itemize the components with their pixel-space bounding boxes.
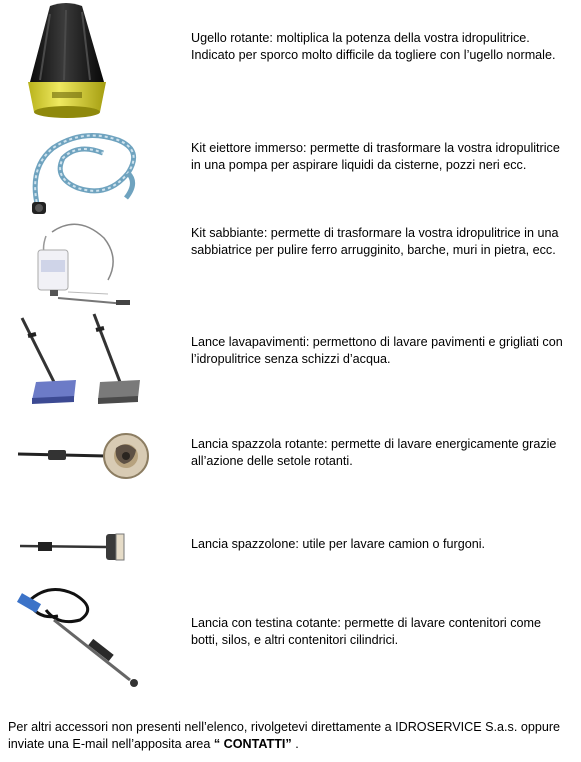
accessory-description: Kit sabbiante: permette di trasformare la vostra idropulitrice in una sabbiatrice per pulire ferro arrugginito, barche, muri in pietra, ecc. bbox=[191, 226, 559, 257]
immersion-ejector-kit-icon bbox=[8, 128, 158, 218]
accessory-description: Ugello rotante: moltiplica la potenza della vostra idropulitrice. Indicato per sporco molto difficile da togliere con l’ugello normale. bbox=[191, 31, 556, 62]
contact-note-text: Per altri accessori non presenti nell’elenco, rivolgetevi direttamente a IDROSERVICE S.a.s. oppure inviate una E-mail nell’apposita area bbox=[8, 720, 561, 751]
accessory-description: Lancia spazzola rotante: permette di lavare energicamente grazie all’azione delle setole rotanti. bbox=[191, 437, 557, 468]
contacts-label: “ CONTATTI” bbox=[213, 737, 296, 751]
sandblasting-kit-icon bbox=[8, 218, 158, 310]
floor-washer-lances-icon bbox=[8, 310, 158, 410]
accessory-description: Lance lavapavimenti: permettono di lavare pavimenti e grigliati con l’idropulitrice senza schizzi d’acqua. bbox=[191, 335, 563, 366]
contact-note bbox=[8, 719, 573, 753]
accessory-description: Lancia con testina cotante: permette di lavare contenitori come botti, silos, e altri contenitori cilindrici. bbox=[191, 616, 542, 647]
broom-lance-icon bbox=[8, 510, 158, 580]
rotating-brush-lance-icon bbox=[8, 410, 158, 510]
rotating-head-lance-icon bbox=[8, 580, 158, 690]
accessory-description: Lancia spazzolone: utile per lavare camion o furgoni. bbox=[191, 537, 486, 551]
accessory-description: Kit eiettore immerso: permette di trasformare la vostra idropulitrice in una pompa per aspirare liquidi da cisterne, pozzi neri ecc. bbox=[191, 141, 560, 172]
contact-note-end: . bbox=[295, 737, 299, 751]
rotating-nozzle-icon bbox=[8, 0, 158, 128]
